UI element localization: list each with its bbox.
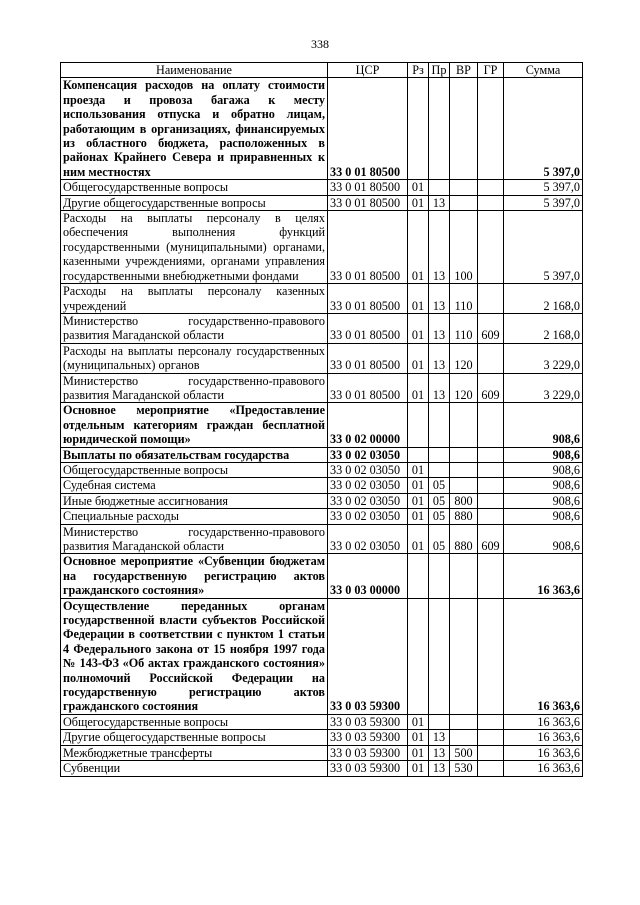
cell-sum: 16 363,6 (504, 745, 583, 760)
cell-gr: 609 (478, 373, 504, 403)
cell-sum: 3 229,0 (504, 373, 583, 403)
cell-gr (478, 78, 504, 180)
cell-csr: 33 0 01 80500 (328, 373, 408, 403)
table-body (61, 78, 583, 776)
cell-csr: 33 0 01 80500 (328, 343, 408, 373)
cell-name: Основное мероприятие «Субвенции бюджетам на государственную регистрацию актов гражданского состояния» (61, 554, 328, 598)
table-row (61, 284, 583, 314)
cell-vr (450, 598, 478, 714)
cell-sum: 908,6 (504, 403, 583, 447)
cell-pr: 13 (429, 313, 450, 343)
cell-sum: 16 363,6 (504, 554, 583, 598)
cell-rz: 01 (408, 343, 429, 373)
cell-sum: 908,6 (504, 493, 583, 508)
table-row (61, 478, 583, 493)
cell-pr: 13 (429, 211, 450, 284)
cell-sum: 908,6 (504, 509, 583, 524)
table-row (61, 373, 583, 403)
cell-rz: 01 (408, 195, 429, 210)
table-row (61, 745, 583, 760)
cell-gr (478, 462, 504, 477)
header-row (61, 63, 583, 78)
cell-name: Другие общегосударственные вопросы (61, 730, 328, 745)
cell-vr: 530 (450, 761, 478, 776)
cell-sum: 908,6 (504, 478, 583, 493)
cell-pr (429, 78, 450, 180)
cell-name: Расходы на выплаты персоналу в целях обеспечения выполнения функций государственными (муниципальными) органами, казенными учреждениями, органами управления государственными внебюджетными фондами (61, 211, 328, 284)
table-row (61, 180, 583, 195)
cell-pr (429, 180, 450, 195)
header-name: Наименование (61, 63, 328, 78)
cell-gr (478, 598, 504, 714)
cell-pr: 13 (429, 284, 450, 314)
cell-pr: 05 (429, 493, 450, 508)
cell-rz: 01 (408, 284, 429, 314)
cell-pr (429, 714, 450, 729)
cell-rz (408, 78, 429, 180)
table-row (61, 554, 583, 598)
table-row (61, 509, 583, 524)
cell-name: Расходы на выплаты персоналу государственных (муниципальных) органов (61, 343, 328, 373)
cell-name: Компенсация расходов на оплату стоимости проезда и провоза багажа к месту использования отпуска и обратно лицам, работающим в организациях, финансируемых из областного бюджета, расположенных в районах Крайнего Севера и приравненных к ним местностях (61, 78, 328, 180)
cell-sum: 5 397,0 (504, 78, 583, 180)
cell-pr (429, 554, 450, 598)
header-sum: Сумма (504, 63, 583, 78)
cell-csr: 33 0 03 59300 (328, 730, 408, 745)
cell-name: Общегосударственные вопросы (61, 180, 328, 195)
cell-gr: 609 (478, 524, 504, 554)
cell-pr: 13 (429, 761, 450, 776)
cell-sum: 5 397,0 (504, 180, 583, 195)
header-gr: ГР (478, 63, 504, 78)
cell-sum: 2 168,0 (504, 284, 583, 314)
header-vr: ВР (450, 63, 478, 78)
cell-pr: 05 (429, 478, 450, 493)
cell-gr (478, 714, 504, 729)
cell-vr (450, 195, 478, 210)
cell-pr: 13 (429, 730, 450, 745)
cell-name: Общегосударственные вопросы (61, 714, 328, 729)
cell-gr (478, 745, 504, 760)
cell-sum: 908,6 (504, 462, 583, 477)
table-row (61, 598, 583, 714)
cell-rz: 01 (408, 373, 429, 403)
cell-csr: 33 0 01 80500 (328, 195, 408, 210)
table-row (61, 730, 583, 745)
cell-sum: 5 397,0 (504, 195, 583, 210)
cell-csr: 33 0 02 03050 (328, 509, 408, 524)
table-row (61, 403, 583, 447)
cell-sum: 16 363,6 (504, 761, 583, 776)
cell-vr: 120 (450, 343, 478, 373)
cell-csr: 33 0 02 03050 (328, 493, 408, 508)
cell-rz: 01 (408, 509, 429, 524)
cell-rz: 01 (408, 761, 429, 776)
cell-name: Специальные расходы (61, 509, 328, 524)
cell-rz: 01 (408, 180, 429, 195)
cell-sum: 16 363,6 (504, 730, 583, 745)
table-row (61, 714, 583, 729)
cell-name: Выплаты по обязательствам государства (61, 447, 328, 462)
cell-name: Общегосударственные вопросы (61, 462, 328, 477)
cell-gr (478, 478, 504, 493)
cell-csr: 33 0 01 80500 (328, 313, 408, 343)
cell-pr: 05 (429, 524, 450, 554)
cell-csr: 33 0 03 59300 (328, 761, 408, 776)
cell-gr (478, 730, 504, 745)
cell-rz (408, 554, 429, 598)
cell-vr: 100 (450, 211, 478, 284)
cell-vr: 120 (450, 373, 478, 403)
cell-gr (478, 509, 504, 524)
cell-vr (450, 447, 478, 462)
cell-pr: 13 (429, 195, 450, 210)
cell-rz: 01 (408, 211, 429, 284)
cell-name: Судебная система (61, 478, 328, 493)
cell-pr (429, 447, 450, 462)
table-row (61, 493, 583, 508)
header-rz: Рз (408, 63, 429, 78)
cell-pr: 05 (429, 509, 450, 524)
cell-pr: 13 (429, 373, 450, 403)
cell-gr (478, 447, 504, 462)
cell-sum: 908,6 (504, 524, 583, 554)
table-row (61, 195, 583, 210)
table-row (61, 761, 583, 776)
cell-csr: 33 0 01 80500 (328, 78, 408, 180)
header-pr: Пр (429, 63, 450, 78)
cell-rz (408, 447, 429, 462)
header-csr: ЦСР (328, 63, 408, 78)
cell-name: Расходы на выплаты персоналу казенных учреждений (61, 284, 328, 314)
cell-pr: 13 (429, 343, 450, 373)
cell-vr (450, 478, 478, 493)
cell-rz: 01 (408, 730, 429, 745)
table-row (61, 524, 583, 554)
cell-sum: 3 229,0 (504, 343, 583, 373)
cell-vr (450, 730, 478, 745)
cell-csr: 33 0 01 80500 (328, 180, 408, 195)
budget-table (60, 62, 583, 777)
cell-csr: 33 0 02 03050 (328, 447, 408, 462)
cell-vr (450, 554, 478, 598)
cell-name: Другие общегосударственные вопросы (61, 195, 328, 210)
cell-gr (478, 180, 504, 195)
cell-rz (408, 403, 429, 447)
cell-gr: 609 (478, 313, 504, 343)
cell-rz: 01 (408, 462, 429, 477)
cell-name: Субвенции (61, 761, 328, 776)
cell-sum: 16 363,6 (504, 714, 583, 729)
cell-name: Межбюджетные трансферты (61, 745, 328, 760)
cell-vr: 110 (450, 284, 478, 314)
cell-sum: 16 363,6 (504, 598, 583, 714)
cell-csr: 33 0 03 00000 (328, 554, 408, 598)
cell-gr (478, 284, 504, 314)
cell-rz: 01 (408, 524, 429, 554)
cell-vr: 110 (450, 313, 478, 343)
page-number: 338 (311, 37, 329, 51)
cell-name: Министерство государственно-правового развития Магаданской области (61, 313, 328, 343)
cell-csr: 33 0 03 59300 (328, 714, 408, 729)
cell-sum: 2 168,0 (504, 313, 583, 343)
cell-vr (450, 462, 478, 477)
cell-rz: 01 (408, 493, 429, 508)
cell-csr: 33 0 01 80500 (328, 284, 408, 314)
cell-gr (478, 343, 504, 373)
table-row (61, 447, 583, 462)
cell-csr: 33 0 01 80500 (328, 211, 408, 284)
cell-gr (478, 493, 504, 508)
cell-csr: 33 0 02 03050 (328, 462, 408, 477)
cell-gr (478, 554, 504, 598)
cell-pr (429, 598, 450, 714)
cell-vr (450, 180, 478, 195)
cell-pr (429, 403, 450, 447)
table-row (61, 313, 583, 343)
cell-sum: 908,6 (504, 447, 583, 462)
cell-vr (450, 78, 478, 180)
cell-name: Министерство государственно-правового развития Магаданской области (61, 373, 328, 403)
cell-rz (408, 598, 429, 714)
table-row (61, 343, 583, 373)
cell-gr (478, 761, 504, 776)
cell-vr: 880 (450, 524, 478, 554)
cell-sum: 5 397,0 (504, 211, 583, 284)
table-row (61, 78, 583, 180)
cell-gr (478, 195, 504, 210)
cell-name: Осуществление переданных органам государственной власти субъектов Российской Федерации в соответствии с пунктом 1 статьи 4 Федерального закона от 15 ноября 1997 года № 143-ФЗ «Об актах гражданского состояния» полномочий Российской Федерации на государственную регистрацию актов гражданского состояния (61, 598, 328, 714)
cell-csr: 33 0 02 03050 (328, 524, 408, 554)
cell-csr: 33 0 02 03050 (328, 478, 408, 493)
cell-name: Иные бюджетные ассигнования (61, 493, 328, 508)
cell-vr (450, 403, 478, 447)
cell-rz: 01 (408, 714, 429, 729)
cell-name: Основное мероприятие «Предоставление отдельным категориям граждан бесплатной юридической помощи» (61, 403, 328, 447)
cell-vr: 880 (450, 509, 478, 524)
cell-vr: 500 (450, 745, 478, 760)
cell-rz: 01 (408, 313, 429, 343)
cell-csr: 33 0 03 59300 (328, 598, 408, 714)
table-row (61, 462, 583, 477)
cell-csr: 33 0 03 59300 (328, 745, 408, 760)
cell-pr: 13 (429, 745, 450, 760)
cell-rz: 01 (408, 478, 429, 493)
cell-pr (429, 462, 450, 477)
table-row (61, 211, 583, 284)
cell-rz: 01 (408, 745, 429, 760)
cell-name: Министерство государственно-правового развития Магаданской области (61, 524, 328, 554)
cell-gr (478, 403, 504, 447)
cell-gr (478, 211, 504, 284)
cell-vr (450, 714, 478, 729)
cell-vr: 800 (450, 493, 478, 508)
cell-csr: 33 0 02 00000 (328, 403, 408, 447)
